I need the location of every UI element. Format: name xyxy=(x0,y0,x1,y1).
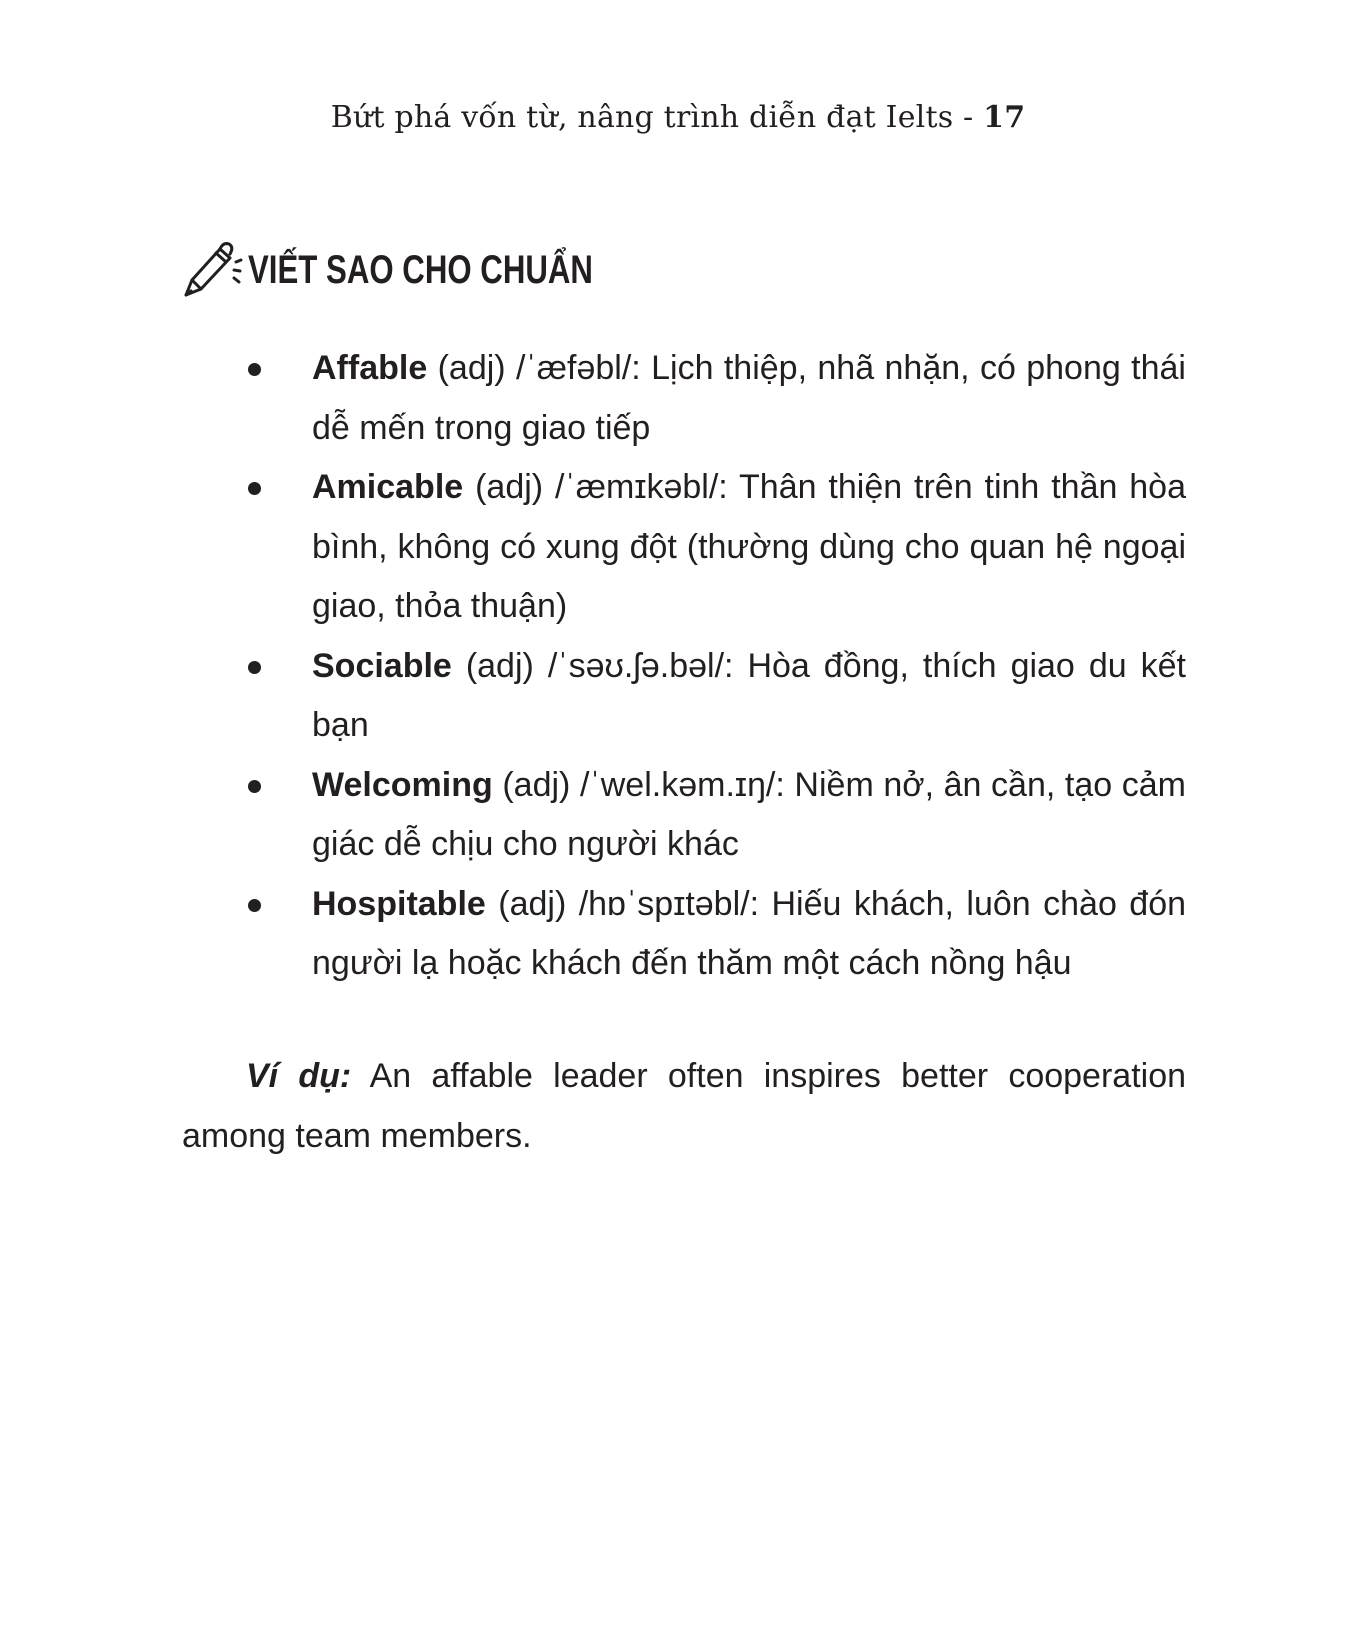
phonetic: /ˈæfəbl/: xyxy=(516,349,641,387)
pen-writing-icon xyxy=(182,238,246,302)
running-header xyxy=(0,100,1356,135)
running-title: Bứt phá vốn từ, nâng trình diễn đạt Ielts - xyxy=(330,100,984,135)
vocab-word: Amicable xyxy=(312,468,464,506)
bullet-icon xyxy=(248,482,261,495)
vocab-meaning: Lịch thiệp, nhã nhặn, có phong thái dễ mến trong giao tiếp xyxy=(312,349,1186,447)
part-of-speech: (adj) xyxy=(465,646,534,685)
phonetic: /ˈæmɪkəbl/: xyxy=(555,468,728,506)
vocab-meaning: Hiếu khách, luôn chào đón người lạ hoặc khách đến thăm một cách nồng hậu xyxy=(312,884,1187,982)
bullet-icon xyxy=(248,899,261,912)
phonetic: /ˈwel.kəm.ɪŋ/: xyxy=(579,765,785,804)
vocab-word: Welcoming xyxy=(312,765,493,804)
vocab-meaning: Hòa đồng, thích giao du kết bạn xyxy=(312,646,1186,744)
vocab-word: Sociable xyxy=(312,646,452,685)
vocab-meaning: Niềm nở, ân cần, tạo cảm giác dễ chịu cho người khác xyxy=(312,765,1186,863)
part-of-speech: (adj) xyxy=(498,884,567,923)
example-label: Ví dụ: xyxy=(246,1057,352,1095)
vocab-item xyxy=(240,637,1186,756)
vocab-item xyxy=(240,875,1186,994)
vocab-meaning: Thân thiện trên tinh thần hòa bình, không có xung đột (thường dùng cho quan hệ ngoại giao, thỏa thuận) xyxy=(312,468,1187,625)
page-number: 17 xyxy=(983,100,1026,135)
vocab-word: Affable xyxy=(312,349,428,387)
bullet-icon xyxy=(248,780,261,793)
vocab-item xyxy=(240,458,1186,637)
section-heading xyxy=(182,240,690,300)
vocabulary-list xyxy=(240,339,1186,994)
example-sentence: An affable leader often inspires better cooperation among team members. xyxy=(182,1057,1187,1155)
bullet-icon xyxy=(248,363,261,376)
section-title: VIẾT SAO CHO CHUẨN xyxy=(248,247,593,292)
bullet-icon xyxy=(248,661,261,674)
part-of-speech: (adj) xyxy=(475,468,544,506)
part-of-speech: (adj) xyxy=(502,765,571,804)
example-paragraph xyxy=(182,1047,1186,1166)
phonetic: /ˈsəʊ.ʃə.bəl/: xyxy=(547,646,734,685)
phonetic: /hɒˈspɪtəbl/: xyxy=(578,884,760,923)
vocab-item xyxy=(240,756,1186,875)
vocab-word: Hospitable xyxy=(312,884,486,923)
part-of-speech: (adj) xyxy=(437,349,506,387)
vocab-item xyxy=(240,339,1186,458)
